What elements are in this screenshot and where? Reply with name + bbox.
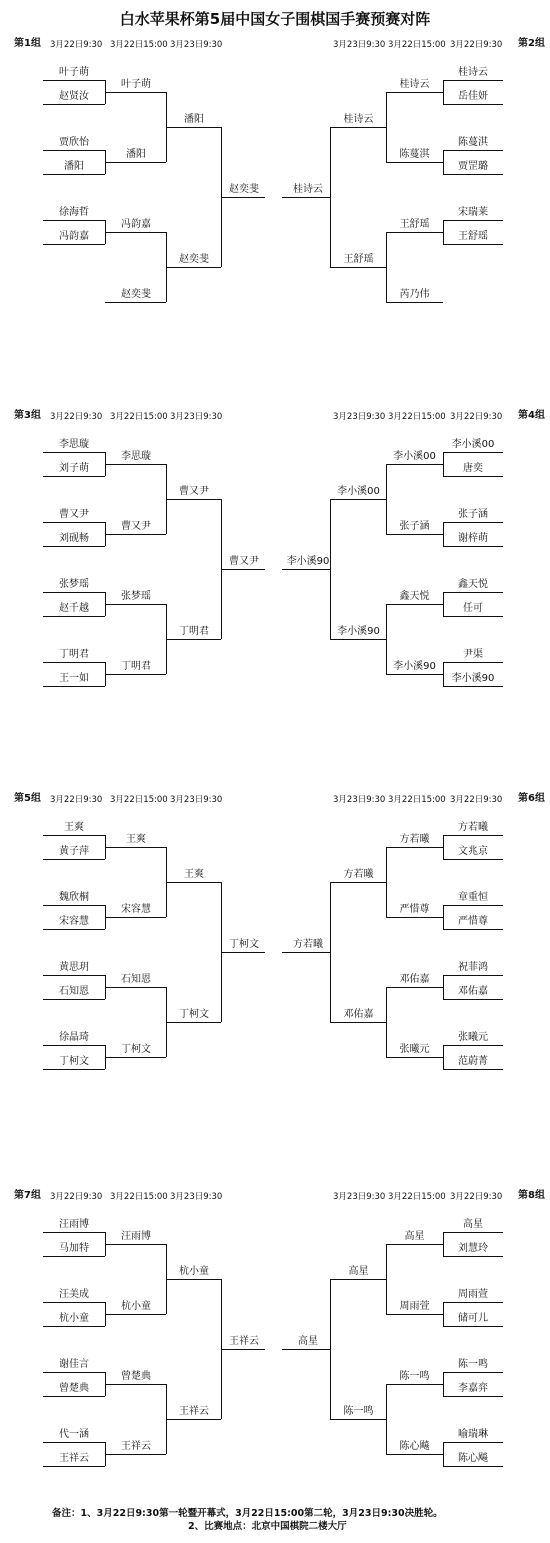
bracket-line	[443, 1045, 503, 1046]
bracket-line	[43, 835, 105, 836]
group-label: 第7组	[14, 1190, 41, 1201]
player-r3: 赵奕斐	[179, 254, 209, 265]
note-schedule: 备注：1、3月22日9:30第一轮暨开幕式，3月22日15:00第二轮，3月23日9:30决胜轮。	[52, 1508, 443, 1519]
bracket-line	[282, 952, 330, 953]
player-r1: 祝菲鸿	[458, 962, 488, 973]
bracket-line	[330, 1279, 331, 1419]
group-winner: 曹又尹	[229, 556, 259, 567]
bracket-line	[330, 267, 386, 268]
bracket-line	[386, 464, 387, 534]
bracket-line	[443, 476, 503, 477]
player-r2: 芮乃伟	[399, 289, 430, 300]
bracket-line	[43, 1069, 105, 1070]
round-date: 3月23日9:30	[170, 40, 223, 50]
bracket-line	[105, 92, 166, 93]
player-r1: 张梦瑶	[59, 579, 89, 590]
bracket-line	[386, 162, 443, 163]
bracket-line	[166, 1279, 221, 1280]
round-date: 3月22日15:00	[388, 1192, 446, 1202]
round-date: 3月22日9:30	[50, 40, 103, 50]
bracket-line	[443, 1302, 444, 1326]
group-label: 第8组	[518, 1190, 545, 1201]
bracket-line	[443, 1372, 503, 1373]
player-r1: 王一如	[59, 673, 89, 684]
player-r1: 刘慧玲	[458, 1243, 488, 1254]
player-r2: 李小溪00	[393, 451, 436, 462]
player-r1: 黄子萍	[59, 846, 89, 857]
player-r2: 曹又尹	[121, 521, 151, 532]
bracket-line	[43, 1396, 105, 1397]
player-r2: 杭小童	[121, 1301, 151, 1312]
bracket-line	[443, 616, 503, 617]
player-r3: 潘阳	[184, 114, 204, 125]
player-r1: 周雨萱	[458, 1289, 488, 1300]
player-r2: 陈一鸣	[399, 1371, 430, 1382]
player-r2: 张子涵	[399, 521, 430, 532]
player-r1: 刘砚畅	[59, 533, 89, 544]
round-date: 3月22日9:30	[450, 1192, 503, 1202]
player-r1: 高星	[463, 1219, 483, 1230]
player-r3: 李小溪00	[337, 486, 380, 497]
player-r2: 邓佑嘉	[399, 974, 430, 985]
group-label: 第6组	[518, 793, 545, 804]
bracket-line	[43, 220, 105, 221]
round-date: 3月23日9:30	[333, 412, 386, 422]
bracket-line	[443, 929, 503, 930]
bracket-line	[386, 674, 443, 675]
bracket-line	[386, 1384, 387, 1454]
group-label: 第2组	[518, 38, 545, 49]
bracket-line	[386, 847, 387, 917]
player-r1: 徐海哲	[59, 207, 89, 218]
bracket-line	[105, 987, 166, 988]
player-r1: 丁柯文	[59, 1056, 89, 1067]
player-r1: 丁明君	[59, 649, 89, 660]
bracket-line	[43, 80, 105, 81]
bracket-line	[43, 174, 105, 175]
bracket-line	[43, 1302, 105, 1303]
bracket-line	[330, 1279, 386, 1280]
bracket-line	[166, 267, 221, 268]
player-r1: 岳佳妍	[458, 91, 488, 102]
player-r1: 宋瑞莱	[458, 207, 488, 218]
round-date: 3月22日9:30	[50, 1192, 103, 1202]
player-r3: 李小溪90	[337, 626, 380, 637]
bracket-line	[443, 592, 444, 616]
bracket-line	[443, 662, 503, 663]
player-r1: 桂诗云	[458, 67, 488, 78]
bracket-line	[443, 150, 503, 151]
bracket-line	[330, 499, 331, 639]
bracket-line	[43, 905, 105, 906]
bracket-line	[386, 302, 443, 303]
player-r1: 谢佳言	[59, 1359, 89, 1370]
group-winner: 丁柯文	[229, 939, 259, 950]
player-r3: 高星	[348, 1266, 369, 1277]
bracket-line	[386, 1244, 443, 1245]
bracket-line	[443, 1232, 444, 1256]
bracket-line	[443, 1442, 503, 1443]
player-r1: 贾罡璐	[458, 161, 488, 172]
bracket-line	[105, 1244, 166, 1245]
bracket-line	[105, 232, 166, 233]
player-r1: 储可儿	[458, 1313, 488, 1324]
player-r1: 任可	[463, 603, 483, 614]
bracket-line	[443, 1302, 503, 1303]
round-date: 3月22日9:30	[50, 412, 103, 422]
bracket-line	[43, 592, 105, 593]
bracket-line	[330, 127, 331, 267]
bracket-line	[282, 1349, 330, 1350]
bracket-line	[105, 674, 166, 675]
player-r1: 叶子萌	[59, 67, 89, 78]
bracket-line	[330, 882, 386, 883]
player-r1: 杭小童	[59, 1313, 89, 1324]
bracket-line	[43, 1372, 105, 1373]
player-r1: 刘子萌	[59, 463, 89, 474]
player-r1: 陈蔓淇	[458, 137, 488, 148]
bracket-line	[43, 244, 105, 245]
bracket-line	[105, 1314, 166, 1315]
player-r3: 丁柯文	[179, 1009, 209, 1020]
bracket-line	[166, 1419, 221, 1420]
player-r1: 唐奕	[463, 463, 483, 474]
bracket-line	[386, 604, 387, 674]
player-r1: 黄思玥	[59, 962, 89, 973]
bracket-line	[43, 546, 105, 547]
bracket-line	[43, 1045, 105, 1046]
bracket-line	[105, 1384, 166, 1385]
bracket-line	[282, 569, 330, 570]
player-r1: 方若曦	[458, 822, 488, 833]
player-r3: 王祥云	[179, 1406, 209, 1417]
bracket-line	[386, 92, 387, 162]
bracket-line	[443, 1372, 444, 1396]
player-r1: 贾欣怡	[59, 137, 89, 148]
bracket-line	[166, 639, 221, 640]
player-r2: 潘阳	[126, 149, 146, 160]
round-date: 3月22日15:00	[388, 40, 446, 50]
player-r2: 汪雨博	[121, 1231, 151, 1242]
bracket-line	[43, 1442, 105, 1443]
bracket-line	[443, 835, 503, 836]
bracket-line	[443, 546, 503, 547]
bracket-line	[386, 232, 443, 233]
bracket-line	[105, 1057, 166, 1058]
player-r1: 章重恒	[458, 892, 488, 903]
bracket-line	[105, 162, 166, 163]
bracket-line	[43, 859, 105, 860]
player-r3: 王爽	[184, 869, 204, 880]
bracket-line	[43, 1256, 105, 1257]
bracket-line	[105, 1454, 166, 1455]
player-r2: 高星	[404, 1231, 425, 1242]
bracket-line	[386, 847, 443, 848]
player-r2: 张曦元	[399, 1044, 430, 1055]
bracket-line	[330, 639, 386, 640]
bracket-line	[386, 604, 443, 605]
player-r2: 石知恩	[121, 974, 151, 985]
player-r1: 李嘉弈	[458, 1383, 488, 1394]
group-winner: 王祥云	[229, 1336, 259, 1347]
bracket-line	[443, 1396, 503, 1397]
player-r1: 曾楚典	[59, 1383, 89, 1394]
bracket-line	[443, 999, 503, 1000]
player-r2: 周雨萱	[399, 1301, 430, 1312]
bracket-line	[443, 1045, 444, 1069]
bracket-line	[43, 616, 105, 617]
player-r3: 杭小童	[179, 1266, 209, 1277]
bracket-line	[443, 522, 503, 523]
player-r1: 范蔚菁	[458, 1056, 488, 1067]
group-winner: 赵奕斐	[229, 184, 259, 195]
round-date: 3月22日9:30	[50, 795, 103, 805]
round-date: 3月22日9:30	[450, 40, 503, 50]
bracket-line	[386, 534, 443, 535]
player-r3: 邓佑嘉	[343, 1009, 374, 1020]
round-date: 3月22日15:00	[110, 1192, 168, 1202]
bracket-line	[386, 1454, 443, 1455]
group-label: 第3组	[14, 410, 41, 421]
player-r2: 张梦瑶	[121, 591, 151, 602]
player-r1: 鑫天悦	[458, 579, 488, 590]
player-r1: 魏欣桐	[59, 892, 89, 903]
player-r1: 邓佑嘉	[458, 986, 488, 997]
bracket-line	[105, 464, 166, 465]
bracket-line	[443, 1232, 503, 1233]
player-r2: 严惜尊	[399, 904, 430, 915]
bracket-line	[386, 1057, 443, 1058]
group-label: 第5组	[14, 793, 41, 804]
player-r2: 王爽	[126, 834, 146, 845]
player-r2: 李小溪90	[393, 661, 436, 672]
bracket-line	[443, 1442, 444, 1466]
bracket-line	[221, 952, 265, 953]
player-r2: 丁明君	[121, 661, 151, 672]
bracket-line	[443, 975, 444, 999]
bracket-line	[386, 1384, 443, 1385]
bracket-line	[43, 975, 105, 976]
group-label: 第4组	[518, 410, 545, 421]
bracket-line	[443, 80, 444, 104]
bracket-line	[330, 127, 386, 128]
bracket-line	[443, 1466, 503, 1467]
player-r1: 李思璇	[59, 439, 89, 450]
round-date: 3月22日15:00	[388, 795, 446, 805]
bracket-line	[330, 1419, 386, 1420]
bracket-line	[443, 452, 444, 476]
bracket-line	[330, 499, 386, 500]
player-r1: 曹又尹	[59, 509, 89, 520]
bracket-line	[166, 882, 221, 883]
player-r1: 尹渠	[463, 649, 483, 660]
round-date: 3月23日9:30	[170, 412, 223, 422]
bracket-line	[386, 464, 443, 465]
bracket-line	[166, 1022, 221, 1023]
player-r2: 陈蔓淇	[399, 149, 430, 160]
bracket-line	[105, 917, 166, 918]
bracket-line	[443, 220, 503, 221]
bracket-line	[443, 835, 444, 859]
bracket-line	[43, 150, 105, 151]
player-r2: 丁柯文	[121, 1044, 151, 1055]
player-r2: 曾楚典	[121, 1371, 151, 1382]
bracket-line	[386, 1314, 443, 1315]
bracket-line	[105, 302, 166, 303]
player-r2: 宋容慧	[121, 904, 151, 915]
player-r3: 桂诗云	[343, 114, 374, 125]
round-date: 3月22日15:00	[110, 40, 168, 50]
player-r1: 陈一鸣	[458, 1359, 488, 1370]
bracket-line	[43, 1232, 105, 1233]
player-r1: 张曦元	[458, 1032, 488, 1043]
player-r2: 赵奕斐	[121, 289, 151, 300]
player-r1: 汪雨博	[59, 1219, 89, 1230]
player-r1: 宋容慧	[59, 916, 89, 927]
round-date: 3月22日9:30	[450, 412, 503, 422]
player-r2: 冯韵嘉	[121, 219, 151, 230]
note-venue: 2、比赛地点：北京中国棋院二楼大厅	[188, 1521, 347, 1532]
player-r2: 叶子萌	[121, 79, 151, 90]
bracket-line	[443, 452, 503, 453]
player-r2: 鑫天悦	[399, 591, 430, 602]
bracket-line	[221, 1349, 265, 1350]
bracket-line	[443, 1326, 503, 1327]
page-title: 白水苹果杯第5届中国女子围棋国手赛预赛对阵	[119, 10, 431, 28]
bracket-line	[166, 499, 221, 500]
bracket-line	[386, 987, 443, 988]
bracket-line	[43, 1466, 105, 1467]
bracket-line	[443, 104, 503, 105]
bracket-line	[443, 686, 503, 687]
bracket-line	[105, 534, 166, 535]
bracket-line	[443, 662, 444, 686]
group-winner: 李小溪90	[286, 556, 330, 567]
bracket-line	[43, 929, 105, 930]
bracket-line	[443, 1069, 503, 1070]
round-date: 3月22日15:00	[388, 412, 446, 422]
bracket-line	[443, 859, 503, 860]
bracket-line	[43, 104, 105, 105]
bracket-line	[105, 847, 166, 848]
player-r1: 冯韵嘉	[59, 231, 89, 242]
player-r1: 王爽	[64, 822, 84, 833]
player-r3: 丁明君	[179, 626, 209, 637]
player-r2: 李思璇	[121, 451, 151, 462]
player-r1: 严惜尊	[458, 916, 488, 927]
bracket-line	[443, 522, 444, 546]
player-r1: 徐晶琦	[59, 1032, 89, 1043]
group-winner: 方若曦	[293, 939, 323, 950]
player-r3: 王舒瑶	[343, 254, 374, 265]
round-date: 3月23日9:30	[170, 1192, 223, 1202]
bracket-line	[443, 80, 503, 81]
round-date: 3月23日9:30	[333, 795, 386, 805]
bracket-line	[43, 662, 105, 663]
player-r2: 王祥云	[121, 1441, 151, 1452]
round-date: 3月22日15:00	[110, 412, 168, 422]
bracket-line	[43, 476, 105, 477]
player-r1: 代一涵	[59, 1429, 89, 1440]
player-r1: 陈心飚	[458, 1453, 488, 1464]
bracket-line	[43, 1326, 105, 1327]
player-r1: 文兆京	[458, 846, 488, 857]
player-r1: 赵千越	[59, 603, 89, 614]
bracket-line	[386, 92, 443, 93]
round-date: 3月22日9:30	[450, 795, 503, 805]
player-r1: 谢梓萌	[458, 533, 488, 544]
bracket-line	[166, 127, 221, 128]
bracket-line	[443, 150, 444, 174]
player-r1: 马加特	[59, 1243, 89, 1254]
round-date: 3月23日9:30	[333, 40, 386, 50]
player-r1: 潘阳	[64, 161, 84, 172]
bracket-line	[43, 452, 105, 453]
round-date: 3月22日15:00	[110, 795, 168, 805]
bracket-line	[443, 975, 503, 976]
bracket-line	[443, 174, 503, 175]
bracket-line	[43, 686, 105, 687]
bracket-line	[105, 604, 166, 605]
player-r1: 赵贤汝	[59, 91, 89, 102]
bracket-line	[282, 197, 330, 198]
bracket-line	[443, 592, 503, 593]
player-r1: 王舒瑶	[458, 231, 488, 242]
bracket-line	[330, 882, 331, 1022]
bracket-line	[443, 220, 444, 244]
group-winner: 高星	[298, 1336, 318, 1347]
player-r1: 李小溪90	[451, 673, 495, 684]
group-winner: 桂诗云	[293, 184, 323, 195]
bracket-line	[443, 244, 503, 245]
player-r1: 汪美成	[59, 1289, 89, 1300]
player-r3: 曹又尹	[179, 486, 209, 497]
bracket-line	[43, 999, 105, 1000]
bracket-line	[386, 987, 387, 1057]
group-label: 第1组	[14, 38, 41, 49]
player-r2: 方若曦	[399, 834, 430, 845]
player-r3: 方若曦	[343, 869, 374, 880]
player-r2: 陈心飚	[399, 1441, 430, 1452]
bracket-line	[443, 1256, 503, 1257]
bracket-line	[443, 905, 444, 929]
player-r2: 王舒瑶	[399, 219, 430, 230]
round-date: 3月23日9:30	[333, 1192, 386, 1202]
bracket-line	[221, 197, 265, 198]
player-r1: 王祥云	[59, 1453, 89, 1464]
player-r3: 陈一鸣	[343, 1406, 374, 1417]
player-r1: 李小溪00	[451, 439, 495, 450]
bracket-line	[443, 905, 503, 906]
player-r1: 张子涵	[458, 509, 488, 520]
bracket-line	[330, 1022, 386, 1023]
round-date: 3月23日9:30	[170, 795, 223, 805]
bracket-line	[386, 1244, 387, 1314]
bracket-line	[221, 569, 265, 570]
player-r2: 桂诗云	[399, 79, 430, 90]
bracket-line	[43, 522, 105, 523]
bracket-line	[386, 917, 443, 918]
bracket-line	[386, 232, 387, 302]
player-r1: 石知恩	[59, 986, 89, 997]
player-r1: 喻瑞琳	[458, 1429, 488, 1440]
